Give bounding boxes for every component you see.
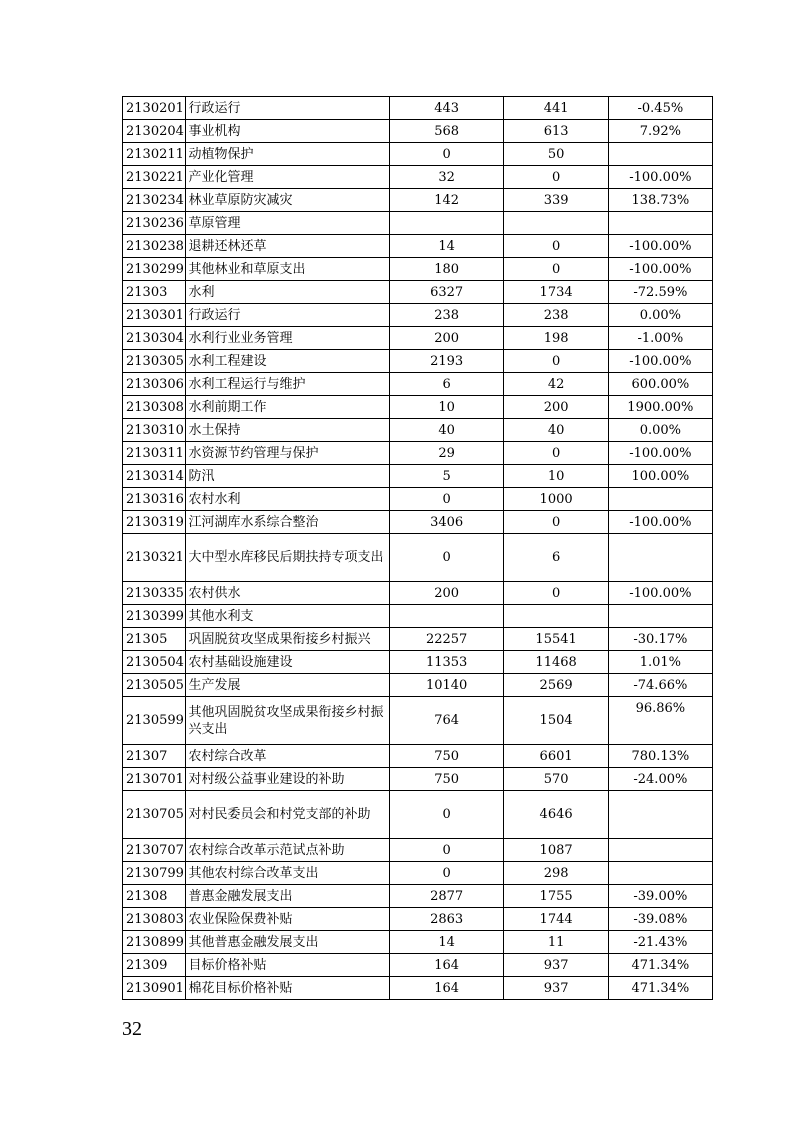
row-change: -100.00%	[608, 166, 712, 189]
row-value-b: 11468	[504, 651, 608, 674]
row-name: 其他水利支	[185, 605, 389, 628]
row-code: 2130310	[123, 419, 186, 442]
budget-table	[122, 96, 713, 1000]
table-row	[123, 605, 713, 628]
row-change: -72.59%	[608, 281, 712, 304]
row-value-b: 1000	[504, 488, 608, 511]
row-value-b: 198	[504, 327, 608, 350]
table-row	[123, 651, 713, 674]
table-row	[123, 212, 713, 235]
row-name: 行政运行	[185, 304, 389, 327]
row-value-b: 6601	[504, 745, 608, 768]
row-change: -0.45%	[608, 97, 712, 120]
row-name: 其他农村综合改革支出	[185, 862, 389, 885]
row-code: 2130321	[123, 534, 186, 582]
row-change: 780.13%	[608, 745, 712, 768]
row-code: 2130901	[123, 977, 186, 1000]
row-change	[608, 143, 712, 166]
table-row	[123, 697, 713, 745]
row-code: 2130211	[123, 143, 186, 166]
row-value-b: 1504	[504, 697, 608, 745]
table-row	[123, 534, 713, 582]
row-code: 2130238	[123, 235, 186, 258]
row-change: 1.01%	[608, 651, 712, 674]
row-value-b: 4646	[504, 791, 608, 839]
row-name: 农村水利	[185, 488, 389, 511]
row-name: 动植物保护	[185, 143, 389, 166]
row-name: 水资源节约管理与保护	[185, 442, 389, 465]
row-change: 100.00%	[608, 465, 712, 488]
row-name: 农村综合改革示范试点补助	[185, 839, 389, 862]
row-value-a: 2877	[389, 885, 504, 908]
row-value-a: 142	[389, 189, 504, 212]
row-value-a: 750	[389, 768, 504, 791]
row-code: 2130299	[123, 258, 186, 281]
budget-table-body	[123, 97, 713, 1000]
row-name: 巩固脱贫攻坚成果衔接乡村振兴	[185, 628, 389, 651]
table-row	[123, 862, 713, 885]
row-value-a: 0	[389, 534, 504, 582]
row-code: 21307	[123, 745, 186, 768]
row-name: 水土保持	[185, 419, 389, 442]
row-code: 21303	[123, 281, 186, 304]
row-value-a: 0	[389, 839, 504, 862]
row-value-b: 2569	[504, 674, 608, 697]
table-row	[123, 628, 713, 651]
table-row	[123, 120, 713, 143]
row-change: -24.00%	[608, 768, 712, 791]
row-value-a: 0	[389, 143, 504, 166]
row-change: -100.00%	[608, 442, 712, 465]
row-change: -39.00%	[608, 885, 712, 908]
table-row	[123, 511, 713, 534]
row-code: 2130304	[123, 327, 186, 350]
row-value-a: 2193	[389, 350, 504, 373]
row-name: 棉花目标价格补贴	[185, 977, 389, 1000]
row-value-a: 443	[389, 97, 504, 120]
row-value-a: 180	[389, 258, 504, 281]
row-code: 2130335	[123, 582, 186, 605]
row-name: 水利行业业务管理	[185, 327, 389, 350]
row-name: 农村供水	[185, 582, 389, 605]
row-name: 其他普惠金融发展支出	[185, 931, 389, 954]
row-code: 2130701	[123, 768, 186, 791]
row-value-a: 0	[389, 791, 504, 839]
row-change: -21.43%	[608, 931, 712, 954]
table-row	[123, 258, 713, 281]
table-row	[123, 442, 713, 465]
table-row	[123, 768, 713, 791]
row-change	[608, 605, 712, 628]
row-code: 2130221	[123, 166, 186, 189]
row-name: 农村综合改革	[185, 745, 389, 768]
row-value-a: 32	[389, 166, 504, 189]
row-value-a: 568	[389, 120, 504, 143]
row-value-a: 0	[389, 488, 504, 511]
row-value-b: 11	[504, 931, 608, 954]
row-change: 138.73%	[608, 189, 712, 212]
row-change: -39.08%	[608, 908, 712, 931]
table-row	[123, 582, 713, 605]
table-row	[123, 373, 713, 396]
table-row	[123, 327, 713, 350]
row-value-b: 1734	[504, 281, 608, 304]
row-change: -100.00%	[608, 582, 712, 605]
table-row	[123, 97, 713, 120]
row-name: 生产发展	[185, 674, 389, 697]
table-row	[123, 745, 713, 768]
table-row	[123, 350, 713, 373]
row-value-a: 14	[389, 931, 504, 954]
row-code: 2130799	[123, 862, 186, 885]
row-code: 2130707	[123, 839, 186, 862]
row-name: 产业化管理	[185, 166, 389, 189]
row-value-b: 339	[504, 189, 608, 212]
row-value-a: 764	[389, 697, 504, 745]
row-change: 0.00%	[608, 304, 712, 327]
table-row	[123, 235, 713, 258]
row-change: 600.00%	[608, 373, 712, 396]
row-code: 2130505	[123, 674, 186, 697]
table-row	[123, 791, 713, 839]
row-name: 农业保险保费补贴	[185, 908, 389, 931]
row-code: 2130234	[123, 189, 186, 212]
row-value-b: 1744	[504, 908, 608, 931]
row-name: 普惠金融发展支出	[185, 885, 389, 908]
row-value-a: 14	[389, 235, 504, 258]
row-change: -100.00%	[608, 511, 712, 534]
row-name: 水利工程运行与维护	[185, 373, 389, 396]
row-value-a: 200	[389, 582, 504, 605]
row-code: 2130314	[123, 465, 186, 488]
row-code: 21308	[123, 885, 186, 908]
row-code: 2130301	[123, 304, 186, 327]
table-row	[123, 488, 713, 511]
row-value-a: 6	[389, 373, 504, 396]
row-change	[608, 534, 712, 582]
row-value-b: 0	[504, 258, 608, 281]
row-value-a: 164	[389, 977, 504, 1000]
row-value-b: 0	[504, 511, 608, 534]
row-code: 2130705	[123, 791, 186, 839]
table-row	[123, 885, 713, 908]
row-value-b: 0	[504, 166, 608, 189]
row-code: 2130308	[123, 396, 186, 419]
row-value-a: 10140	[389, 674, 504, 697]
table-row	[123, 465, 713, 488]
row-code: 2130599	[123, 697, 186, 745]
row-value-b: 441	[504, 97, 608, 120]
row-change	[608, 212, 712, 235]
row-value-a: 3406	[389, 511, 504, 534]
row-value-b: 570	[504, 768, 608, 791]
row-code: 2130201	[123, 97, 186, 120]
row-value-b: 200	[504, 396, 608, 419]
row-name: 水利工程建设	[185, 350, 389, 373]
row-value-a: 200	[389, 327, 504, 350]
row-value-b: 0	[504, 350, 608, 373]
row-change: 471.34%	[608, 954, 712, 977]
row-name: 大中型水库移民后期扶持专项支出	[185, 534, 389, 582]
row-value-b: 937	[504, 954, 608, 977]
row-value-b	[504, 212, 608, 235]
row-name: 对村民委员会和村党支部的补助	[185, 791, 389, 839]
row-value-a: 238	[389, 304, 504, 327]
table-row	[123, 839, 713, 862]
row-name: 目标价格补贴	[185, 954, 389, 977]
row-value-a: 29	[389, 442, 504, 465]
row-value-a: 5	[389, 465, 504, 488]
row-value-a: 164	[389, 954, 504, 977]
row-change: -30.17%	[608, 628, 712, 651]
table-row	[123, 189, 713, 212]
row-change: 1900.00%	[608, 396, 712, 419]
row-code: 2130306	[123, 373, 186, 396]
row-value-a: 22257	[389, 628, 504, 651]
row-code: 2130504	[123, 651, 186, 674]
row-code: 21309	[123, 954, 186, 977]
row-value-b: 42	[504, 373, 608, 396]
row-code: 2130399	[123, 605, 186, 628]
row-code: 2130319	[123, 511, 186, 534]
row-change	[608, 791, 712, 839]
table-row	[123, 304, 713, 327]
row-value-a: 0	[389, 862, 504, 885]
table-row	[123, 908, 713, 931]
row-code: 21305	[123, 628, 186, 651]
table-row	[123, 954, 713, 977]
table-row	[123, 419, 713, 442]
table-row	[123, 143, 713, 166]
row-change: -100.00%	[608, 258, 712, 281]
row-code: 2130899	[123, 931, 186, 954]
row-change	[608, 862, 712, 885]
row-name: 农村基础设施建设	[185, 651, 389, 674]
row-value-b: 937	[504, 977, 608, 1000]
row-value-b	[504, 605, 608, 628]
row-change: -1.00%	[608, 327, 712, 350]
row-code: 2130236	[123, 212, 186, 235]
row-change: -74.66%	[608, 674, 712, 697]
row-change: 7.92%	[608, 120, 712, 143]
row-code: 2130311	[123, 442, 186, 465]
row-value-b: 0	[504, 582, 608, 605]
row-code: 2130316	[123, 488, 186, 511]
row-value-a	[389, 212, 504, 235]
row-name: 水利前期工作	[185, 396, 389, 419]
row-value-a: 750	[389, 745, 504, 768]
row-value-a: 6327	[389, 281, 504, 304]
row-change: 0.00%	[608, 419, 712, 442]
row-value-a: 11353	[389, 651, 504, 674]
row-value-a: 10	[389, 396, 504, 419]
row-value-a	[389, 605, 504, 628]
table-row	[123, 674, 713, 697]
row-change	[608, 488, 712, 511]
row-name: 对村级公益事业建设的补助	[185, 768, 389, 791]
row-value-b: 1755	[504, 885, 608, 908]
row-value-a: 40	[389, 419, 504, 442]
row-name: 水利	[185, 281, 389, 304]
row-value-b: 1087	[504, 839, 608, 862]
page-number: 32	[122, 1018, 142, 1040]
row-value-b: 0	[504, 442, 608, 465]
row-code: 2130204	[123, 120, 186, 143]
row-name: 江河湖库水系综合整治	[185, 511, 389, 534]
row-value-a: 2863	[389, 908, 504, 931]
row-value-b: 10	[504, 465, 608, 488]
row-code: 2130305	[123, 350, 186, 373]
row-change	[608, 839, 712, 862]
row-name: 草原管理	[185, 212, 389, 235]
row-value-b: 0	[504, 235, 608, 258]
row-value-b: 6	[504, 534, 608, 582]
row-value-b: 15541	[504, 628, 608, 651]
row-value-b: 40	[504, 419, 608, 442]
row-name: 行政运行	[185, 97, 389, 120]
row-change: -100.00%	[608, 235, 712, 258]
row-value-b: 238	[504, 304, 608, 327]
row-name: 退耕还林还草	[185, 235, 389, 258]
table-row	[123, 396, 713, 419]
row-change: 471.34%	[608, 977, 712, 1000]
row-name: 其他林业和草原支出	[185, 258, 389, 281]
row-code: 2130803	[123, 908, 186, 931]
row-value-b: 50	[504, 143, 608, 166]
row-name: 事业机构	[185, 120, 389, 143]
row-name: 林业草原防灾减灾	[185, 189, 389, 212]
row-name: 防汛	[185, 465, 389, 488]
table-row	[123, 931, 713, 954]
row-value-b: 613	[504, 120, 608, 143]
row-name: 其他巩固脱贫攻坚成果衔接乡村振兴支出	[185, 697, 389, 745]
row-change: -100.00%	[608, 350, 712, 373]
table-row	[123, 977, 713, 1000]
table-row	[123, 166, 713, 189]
table-row	[123, 281, 713, 304]
row-change: 96.86%	[608, 697, 712, 745]
row-value-b: 298	[504, 862, 608, 885]
